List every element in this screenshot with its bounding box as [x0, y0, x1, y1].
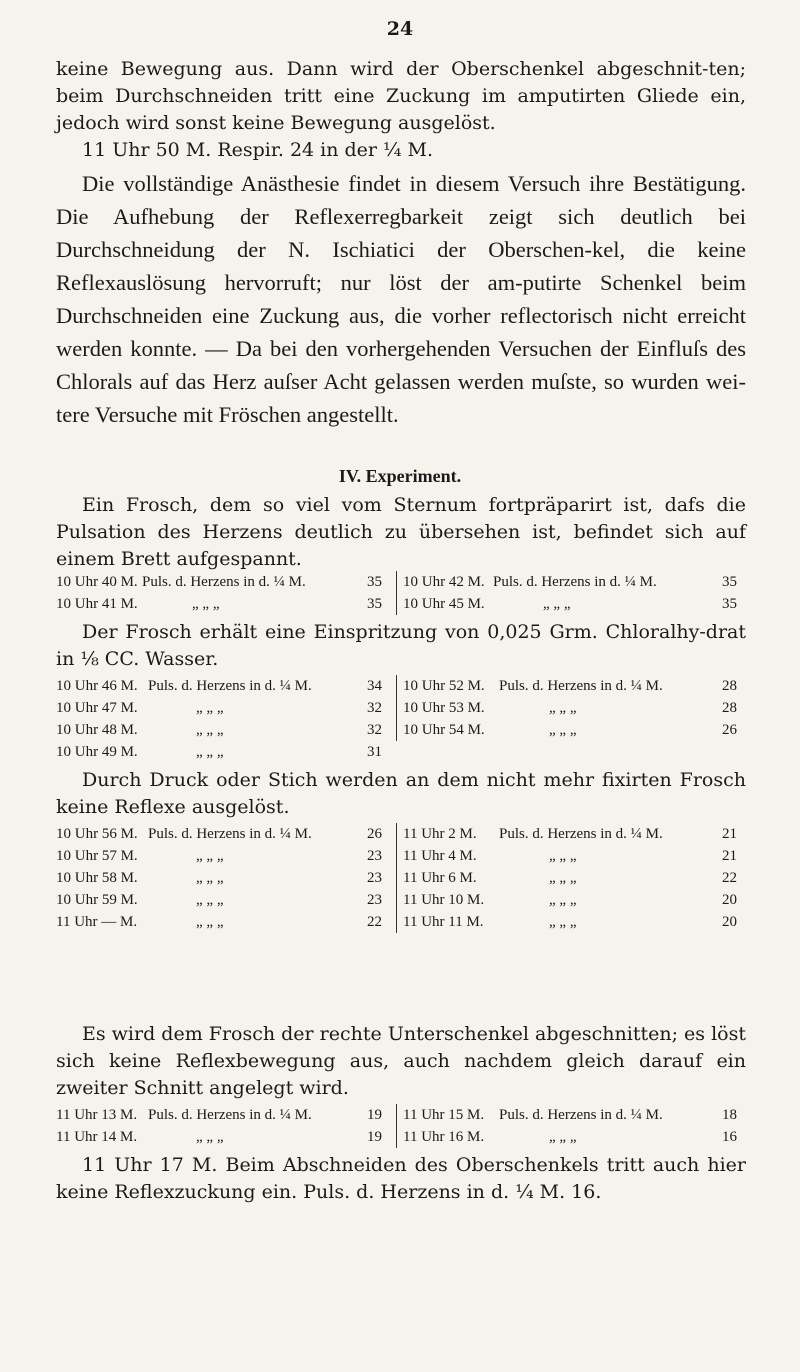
table-row: 10 Uhr 46 M. Puls. d. Herzens in d. ¼ M. 34 — [56, 678, 382, 694]
table-row: 10 Uhr 58 M. „ „ „ 23 — [56, 870, 382, 886]
pulse-table-1-left — [56, 571, 392, 615]
pulse-table-3-right — [396, 823, 747, 933]
page-number: 24 — [386, 18, 414, 40]
pulse-table-4-right — [396, 1104, 747, 1148]
pulse-table-3-left — [56, 823, 392, 933]
table-row: 11 Uhr 14 M. „ „ „ 19 — [56, 1129, 382, 1145]
paragraph-continuation — [56, 56, 746, 164]
paragraph-respiration: 11 Uhr 50 M. Respir. 24 in der ¼ M. — [82, 139, 433, 161]
table-row: 10 Uhr 45 M. „ „ „ 35 — [403, 596, 737, 612]
paragraph-final: 11 Uhr 17 M. Beim Abschneiden des Oberschenkels tritt auch hier keine Reflexzuckung ein. Puls. d. Herzens in d. ¼ M. 16. — [56, 1154, 746, 1203]
table-row: 10 Uhr 49 M. „ „ „ 31 — [56, 744, 382, 760]
paragraph-amputation: Es wird dem Frosch der rechte Unterschenkel abgeschnitten; es löst sich keine Reflexbewegung aus, auch nachdem gleich darauf ein zweiter Schnitt angelegt wird. — [56, 1023, 746, 1099]
table-row: 10 Uhr 41 M. „ „ „ 35 — [56, 596, 382, 612]
table-row: 10 Uhr 57 M. „ „ „ 23 — [56, 848, 382, 864]
table-row: 10 Uhr 47 M. „ „ „ 32 — [56, 700, 382, 716]
table-row: 11 Uhr 4 M. „ „ „ 21 — [403, 848, 737, 864]
table-row: 11 Uhr 6 M. „ „ „ 22 — [403, 870, 737, 886]
pressure-block — [56, 767, 746, 821]
table-row: 10 Uhr 48 M. „ „ „ 32 — [56, 722, 382, 738]
table-row: 11 Uhr 10 M. „ „ „ 20 — [403, 892, 737, 908]
table-row: 10 Uhr 42 M. Puls. d. Herzens in d. ¼ M. 35 — [403, 574, 737, 590]
table-row: 10 Uhr 40 M. Puls. d. Herzens in d. ¼ M. 35 — [56, 574, 382, 590]
table-row: 10 Uhr 56 M. Puls. d. Herzens in d. ¼ M. 26 — [56, 826, 382, 842]
table-row: 10 Uhr 52 M. Puls. d. Herzens in d. ¼ M. 28 — [403, 678, 737, 694]
table-row: 10 Uhr 53 M. „ „ „ 28 — [403, 700, 737, 716]
paragraph-pressure: Durch Druck oder Stich werden an dem nicht mehr fixirten Frosch keine Reflexe ausgelöst. — [56, 769, 746, 818]
table-row: 11 Uhr 15 M. Puls. d. Herzens in d. ¼ M. 18 — [403, 1107, 737, 1123]
pulse-table-2-left — [56, 675, 392, 763]
injection-block — [56, 619, 746, 673]
table-row: 11 Uhr — M. „ „ „ 22 — [56, 914, 382, 930]
table-row: 11 Uhr 2 M. Puls. d. Herzens in d. ¼ M. 21 — [403, 826, 737, 842]
paragraph-1: keine Bewegung aus. Dann wird der Oberschenkel abgeschnit-ten; beim Durchschneiden tritt eine Zuckung im amputirten Gliede ein, jedoch wird sonst keine Bewegung ausgelöst. — [56, 58, 746, 134]
table-row: 11 Uhr 16 M. „ „ „ 16 — [403, 1129, 737, 1145]
table-row: 10 Uhr 54 M. „ „ „ 26 — [403, 722, 737, 738]
paragraph-experiment-intro: Ein Frosch, dem so viel vom Sternum fortpräparirt ist, dafs die Pulsation des Herzens deutlich zu übersehen ist, befindet sich auf einem Brett aufgespannt. — [56, 494, 746, 570]
experiment-heading: IV. Experiment. — [338, 466, 462, 486]
table-row: 11 Uhr 13 M. Puls. d. Herzens in d. ¼ M. 19 — [56, 1107, 382, 1123]
experiment-intro-block — [56, 492, 746, 573]
pulse-table-4-left — [56, 1104, 392, 1148]
paragraph-discussion: Die vollständige Anästhesie findet in diesem Versuch ihre Bestätigung. Die Aufhebung der Reflexerregbarkeit zeigt sich deutlich bei Durchschneidung der N. Ischiatici der Oberschen-kel, die keine Reflexauslösung hervorruft; nur löst der am-putirte Schenkel beim Durchschneiden eine Zuckung aus, die vorher reflectorisch nicht erreicht werden konnte. — Da bei den vorhergehenden Versuchen der Einfluſs des Chlorals auf das Herz auſser Acht gelassen werden muſste, so wurden wei-tere Versuche mit Fröschen angestellt. — [56, 171, 746, 427]
pulse-table-1-right — [396, 571, 747, 615]
table-row: 11 Uhr 11 M. „ „ „ 20 — [403, 914, 737, 930]
pulse-table-2-right — [396, 675, 747, 741]
final-block — [56, 1152, 746, 1206]
amputation-block — [56, 1021, 746, 1102]
discussion-block — [56, 167, 746, 431]
paragraph-injection: Der Frosch erhält eine Einspritzung von 0,025 Grm. Chloralhy-drat in ⅛ CC. Wasser. — [56, 621, 746, 670]
table-row: 10 Uhr 59 M. „ „ „ 23 — [56, 892, 382, 908]
